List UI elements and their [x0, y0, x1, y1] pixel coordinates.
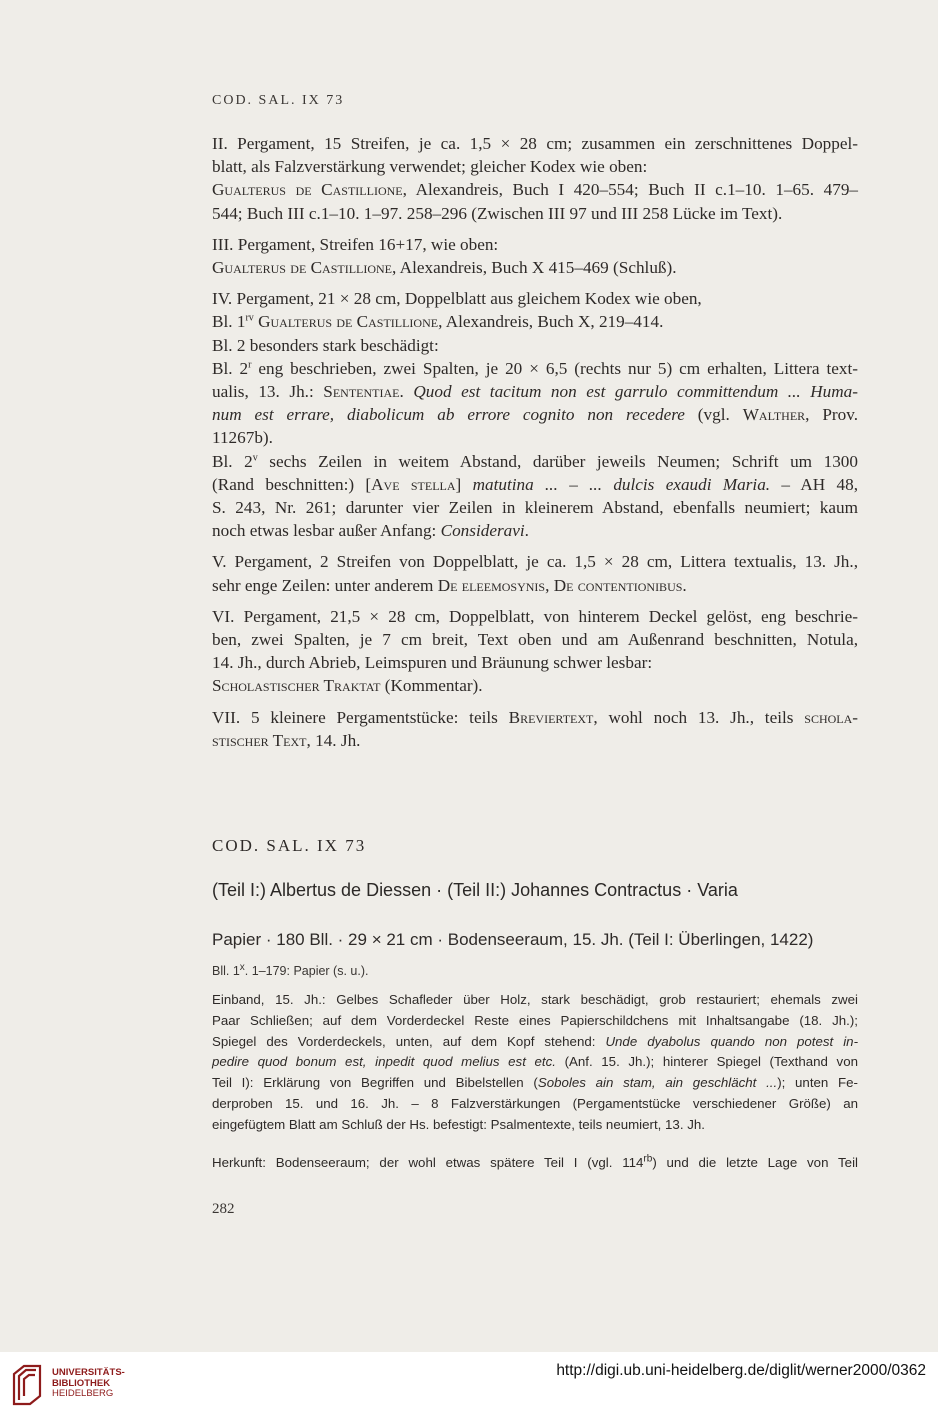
text-span: sehr enge Zeilen: unter anderem [212, 575, 438, 595]
text-line: Bl. 2 besonders stark beschädigt: [212, 335, 439, 355]
text-span: , 14. Jh. [306, 730, 361, 750]
text-line: Paar Schließen; auf dem Vorderdeckel Reste eines Papierschildchens mit Inhaltsangabe (18. Jh.); [212, 1012, 858, 1028]
author-name: Gualterus de Castillione [258, 312, 439, 332]
text-span: , Alexandreis, Buch X, 219–414. [438, 312, 664, 332]
text-span: , Alexandreis, Buch I 420–554; Buch II c.1–10. 1–65. 479– [402, 180, 859, 200]
superscript: r [248, 359, 252, 371]
text-line [212, 178, 858, 201]
text-line [212, 674, 858, 697]
text-span: ] [455, 474, 473, 494]
section-heading: COD. SAL. IX 73 [212, 836, 367, 855]
work-title-span: De contentionibus [553, 575, 683, 595]
text-line: VI. Pergament, 21,5 × 28 cm, Doppelblatt, von hinterem Deckel gelöst, eng beschrie- [212, 606, 858, 626]
text-span: ); unten Fe- [777, 1075, 858, 1091]
quotation: Consideravi [440, 521, 525, 541]
superscript: rb [643, 1153, 653, 1165]
entry-III [212, 233, 858, 279]
binding-description [212, 990, 858, 1136]
text-span: – AH 48, [770, 474, 858, 494]
viewer-footer [0, 1352, 938, 1419]
library-name-line: BIBLIOTHEK [52, 1377, 111, 1389]
text-line [212, 519, 858, 542]
text-line: II. Pergament, 15 Streifen, je ca. 1,5 × 28 cm; zusammen ein zerschnittenes Doppel- [212, 134, 858, 153]
text-line [212, 729, 858, 752]
text-line [212, 403, 858, 426]
text-line: IV. Pergament, 21 × 28 cm, Doppelblatt aus gleichem Kodex wie oben, [212, 289, 702, 309]
library-logo-icon [10, 1364, 44, 1406]
library-name-line: HEIDELBERG [52, 1388, 114, 1399]
text-line [212, 1032, 858, 1053]
text-line [212, 450, 858, 473]
running-head: COD. SAL. IX 73 [212, 93, 345, 108]
entry-V [212, 550, 858, 596]
quotation: num est errare, diabolicum ab errore cognito non recedere [212, 405, 685, 425]
text-line: S. 243, Nr. 261; darunter vier Zeilen in kleinerem Abstand, ebenfalls neumiert; kaum [212, 498, 858, 518]
superscript: rv [245, 312, 254, 324]
author-name: Gualterus de Castillione [212, 180, 403, 200]
text-span: . [682, 575, 687, 595]
work-title: (Teil I:) Albertus de Diessen · (Teil II:) Johannes Contractus · Varia [212, 880, 738, 900]
text-span: (vgl. [684, 405, 743, 425]
work-title-span: Scholastischer Traktat [212, 676, 381, 696]
text-line: 544; Buch III c.1–10. 1–97. 258–296 (Zwischen III 97 und III 258 Lücke im Text). [212, 203, 783, 223]
text-span: VII. 5 kleinere Pergamentstücke: teils [212, 707, 509, 727]
text-span: (Kommentar). [380, 676, 483, 696]
catalog-entries [212, 132, 858, 760]
entry-VI [212, 605, 858, 698]
text-span: (Anf. 15. Jh.); hinterer Spiegel (Texthand von [555, 1054, 858, 1070]
text-span: . [524, 521, 529, 541]
text-line [212, 256, 858, 279]
author-name: Gualterus de Castillione [212, 258, 393, 278]
text-line: eingefügtem Blatt am Schluß der Hs. befestigt: Psalmentexte, teils neumiert, 13. Jh. [212, 1116, 705, 1132]
text-line [212, 706, 858, 729]
entry-IV [212, 287, 858, 542]
text-span: . 1–179: Papier (s. u.). [244, 964, 369, 978]
entry-II [212, 132, 858, 225]
folio-description [212, 961, 369, 978]
text-span: Teil I): Erklärung von Begriffen und Bibelstellen ( [212, 1075, 538, 1091]
text-span: , Prov. [805, 405, 859, 425]
entry-VII [212, 706, 858, 752]
text-span: ) und die letzte Lage von Teil [652, 1155, 858, 1170]
text-line: V. Pergament, 2 Streifen von Doppelblatt, je ca. 1,5 × 28 cm, Littera textualis, 13. Jh., [212, 552, 858, 572]
text-line: derproben 15. und 16. Jh. – 8 Falzverstärkungen (Pergamentstücke verschiedener Größe) an [212, 1095, 858, 1111]
text-line [212, 1073, 858, 1094]
superscript: v [252, 451, 258, 463]
text-span: , Alexandreis, Buch X 415–469 (Schluß). [392, 258, 677, 278]
text-line: 14. Jh., durch Abrieb, Leimspuren und Bräunung schwer lesbar: [212, 653, 653, 673]
library-name [52, 1368, 125, 1400]
work-title-span: De eleemosynis [437, 575, 546, 595]
text-span: Spiegel des Vorderdeckels, unten, auf dem Kopf stehend: [212, 1033, 606, 1049]
text-line [212, 1153, 858, 1174]
text-line [212, 574, 858, 597]
quotation: pedire quod bonum est, inpedit quod melius est etc. [212, 1054, 556, 1070]
page-number: 282 [212, 1201, 235, 1217]
work-title-span: schola- [804, 707, 858, 727]
permalink-url[interactable]: http://digi.ub.uni-heidelberg.de/diglit/werner2000/0362 [556, 1362, 926, 1379]
text-span: Bl. 2 [212, 358, 249, 378]
text-line: blatt, als Falzverstärkung verwendet; gleicher Kodex wie oben: [212, 157, 648, 177]
work-title-span: Ave stella [371, 474, 456, 494]
text-span: eng beschrieben, zwei Spalten, je 20 × 6,5 (rechts nur 5) cm erhalten, Littera text- [251, 358, 858, 378]
text-span: Bl. 1 [212, 312, 246, 332]
text-line [212, 357, 858, 380]
quotation: matutina ... – ... dulcis exaudi Maria. [472, 474, 771, 494]
text-line: Einband, 15. Jh.: Gelbes Schafleder über Holz, stark beschädigt, grob restauriert; ehemals zwei [212, 992, 858, 1007]
quotation: Unde dyabolus quando non potest in- [605, 1033, 858, 1049]
text-line: 11267b). [212, 428, 273, 448]
work-title-span: Breviertext [508, 707, 594, 727]
text-span: Herkunft: Bodenseeraum; der wohl etwas spätere Teil I (vgl. 114 [212, 1155, 644, 1170]
text-span: ualis, 13. Jh.: [212, 382, 324, 402]
text-line [212, 380, 858, 403]
provenance [212, 1153, 858, 1174]
text-line [212, 1052, 858, 1073]
quotation: Soboles ain stam, ain geschlächt ... [537, 1075, 778, 1091]
library-name-line: UNIVERSITÄTS- [52, 1367, 125, 1378]
work-title-span: Sententiae [323, 382, 400, 402]
text-span: sechs Zeilen in weitem Abstand, darüber jeweils Neumen; Schrift um 1300 [257, 451, 858, 471]
author-name: Walther [742, 405, 806, 425]
text-span: noch etwas lesbar außer Anfang: [212, 521, 441, 541]
codicological-summary: Papier · 180 Bll. · 29 × 21 cm · Bodenseeraum, 15. Jh. (Teil I: Überlingen, 1422) [212, 930, 814, 949]
quotation: Quod est tacitum non est garrulo committendum ... Huma- [413, 382, 858, 402]
text-line [212, 310, 858, 333]
text-line: III. Pergament, Streifen 16+17, wie oben: [212, 234, 499, 254]
text-line [212, 473, 858, 496]
text-span: (Rand beschnitten:) [ [212, 474, 372, 494]
work-title-span: stischer Text [212, 730, 307, 750]
text-span: Bl. 2 [212, 451, 253, 471]
text-span: , [545, 575, 554, 595]
text-span: Bll. 1 [212, 964, 240, 978]
text-line: ben, zwei Spalten, je 7 cm breit, Text oben und am Außenrand beschnitten, Notula, [212, 630, 858, 650]
text-span: , wohl noch 13. Jh., teils [593, 707, 805, 727]
text-span: . [399, 382, 414, 402]
superscript: x [239, 961, 245, 973]
